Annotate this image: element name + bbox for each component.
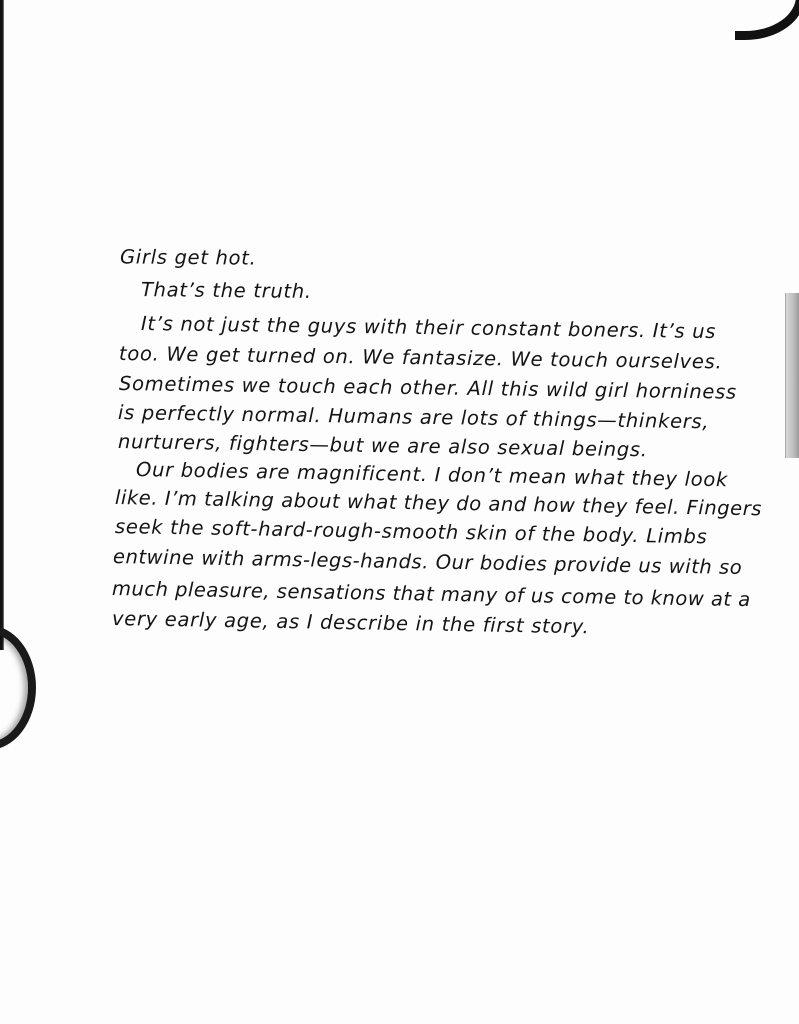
text-line: Sometimes we touch each other. All this wild girl horniness xyxy=(118,372,737,404)
text-line: entwine with arms-legs-hands. Our bodies provide us with so xyxy=(112,545,743,579)
text-line: It’s not just the guys with their constant boners. It’s us xyxy=(140,312,717,344)
text-line: very early age, as I describe in the first story. xyxy=(111,607,590,639)
text-line: seek the soft-hard-rough-smooth skin of the body. Limbs xyxy=(114,515,708,549)
text-line: nurturers, fighters—but we are also sexual beings. xyxy=(117,430,648,462)
text-line: too. We get turned on. We fantasize. We touch ourselves. xyxy=(118,342,723,374)
text-line: like. I’m talking about what they do and how they feel. Fingers xyxy=(114,486,763,521)
text-line: That’s the truth. xyxy=(140,278,312,303)
text-line: is perfectly normal. Humans are lots of things—thinkers, xyxy=(117,401,710,434)
text-line: much pleasure, sensations that many of us come to know at a xyxy=(111,577,751,612)
text-line: Girls get hot. xyxy=(119,245,257,270)
text-line: Our bodies are magnificent. I don’t mean what they look xyxy=(135,458,729,492)
